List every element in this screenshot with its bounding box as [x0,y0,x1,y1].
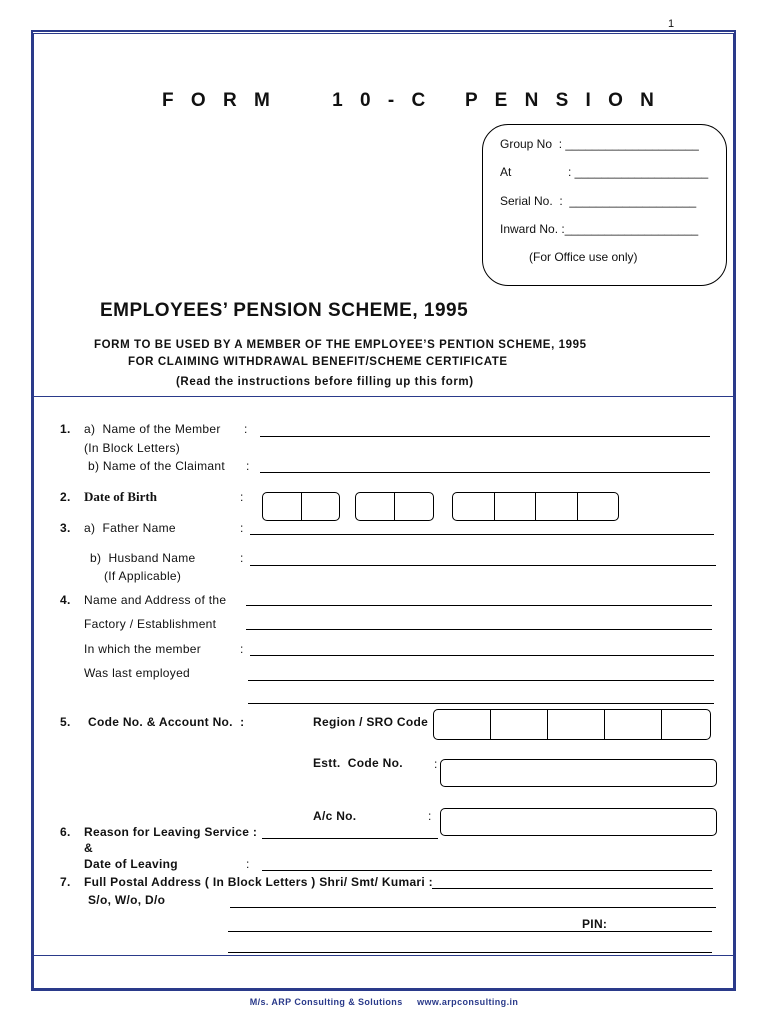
pin-label: PIN: [582,917,608,931]
office-use-note: (For Office use only) [529,250,638,264]
field-5-number: 5. [60,715,71,729]
postal-address-input-2[interactable] [230,907,716,908]
page-number: 1 [668,18,675,30]
office-use-box [482,124,727,286]
establishment-input-5[interactable] [248,703,714,704]
dob-month-box[interactable] [355,492,434,521]
instructions-note: (Read the instructions before filling up this form) [176,376,474,388]
field-7-number: 7. [60,875,71,889]
section-divider [33,396,734,397]
estt-code-box[interactable] [440,759,717,787]
region-code-box[interactable] [433,709,711,740]
dob-label: Date of Birth [84,489,157,504]
establishment-label-1: Name and Address of the [84,593,227,607]
relation-label: S/o, W/o, D/o [88,893,166,907]
ampersand-label: & [84,841,93,855]
field-3-number: 3. [60,521,71,535]
claimant-name-colon: : [246,459,250,473]
establishment-label-4: Was last employed [84,666,191,680]
establishment-label-2: Factory / Establishment [84,617,217,631]
member-name-label: a) Name of the Member [84,422,221,436]
form-title: F O R M 1 0 - C P E N S I O N [162,90,660,111]
region-code-label: Region / SRO Code [313,715,429,729]
establishment-colon: : [240,642,244,656]
estt-code-colon: : [434,757,438,771]
dob-year-box[interactable] [452,492,619,521]
postal-address-label: Full Postal Address ( In Block Letters ) Shri/ Smt/ Kumari : [84,875,433,889]
postal-address-input-3[interactable] [228,931,712,932]
estt-code-label: Estt. Code No. [313,756,403,770]
establishment-input-1[interactable] [246,605,712,606]
subtitle-purpose: FORM TO BE USED BY A MEMBER OF THE EMPLOYEE’S PENTION SCHEME, 1995 [94,339,587,351]
husband-name-label: b) Husband Name [90,551,196,565]
father-name-label: a) Father Name [84,521,176,535]
establishment-input-2[interactable] [246,629,712,630]
footer-credit: M/s. ARP Consulting & Solutions www.arpconsulting.in [249,997,519,1007]
dob-colon: : [240,490,244,504]
account-no-box[interactable] [440,808,717,836]
subtitle-claim: FOR CLAIMING WITHDRAWAL BENEFIT/SCHEME CERTIFICATE [128,356,508,368]
member-name-input[interactable] [260,436,710,437]
claimant-name-input[interactable] [260,472,710,473]
dob-day-box[interactable] [262,492,340,521]
account-no-label: A/c No. [313,809,357,823]
scheme-title: EMPLOYEES’ PENSION SCHEME, 1995 [100,300,469,321]
father-name-colon: : [240,521,244,535]
husband-name-hint: (If Applicable) [104,569,182,583]
inward-no-field[interactable]: Inward No. :____________________ [500,222,699,236]
field-2-number: 2. [60,490,71,504]
husband-name-colon: : [240,551,244,565]
field-6-number: 6. [60,825,71,839]
field-1-number: 1. [60,422,71,436]
account-no-colon: : [428,809,432,823]
group-no-field[interactable]: Group No : ____________________ [500,137,699,151]
establishment-input-3[interactable] [250,655,714,656]
date-leaving-colon: : [246,857,250,871]
serial-no-field[interactable]: Serial No. : ___________________ [500,194,697,208]
field-4-number: 4. [60,593,71,607]
postal-address-input-4[interactable] [228,952,712,953]
date-leaving-label: Date of Leaving [84,857,178,871]
father-name-input[interactable] [250,534,714,535]
husband-name-input[interactable] [250,565,716,566]
establishment-label-3: In which the member [84,642,202,656]
postal-address-input-1[interactable] [432,888,713,889]
member-name-hint: (In Block Letters) [84,441,181,455]
establishment-input-4[interactable] [248,680,714,681]
reason-leaving-label: Reason for Leaving Service : [84,825,258,839]
member-name-colon: : [244,422,248,436]
bottom-divider [33,955,734,956]
reason-leaving-input[interactable] [262,838,438,839]
claimant-name-label: b) Name of the Claimant [88,459,225,473]
code-account-label: Code No. & Account No. : [88,715,245,729]
at-field[interactable]: At : ____________________ [500,165,709,179]
date-leaving-input[interactable] [262,870,712,871]
